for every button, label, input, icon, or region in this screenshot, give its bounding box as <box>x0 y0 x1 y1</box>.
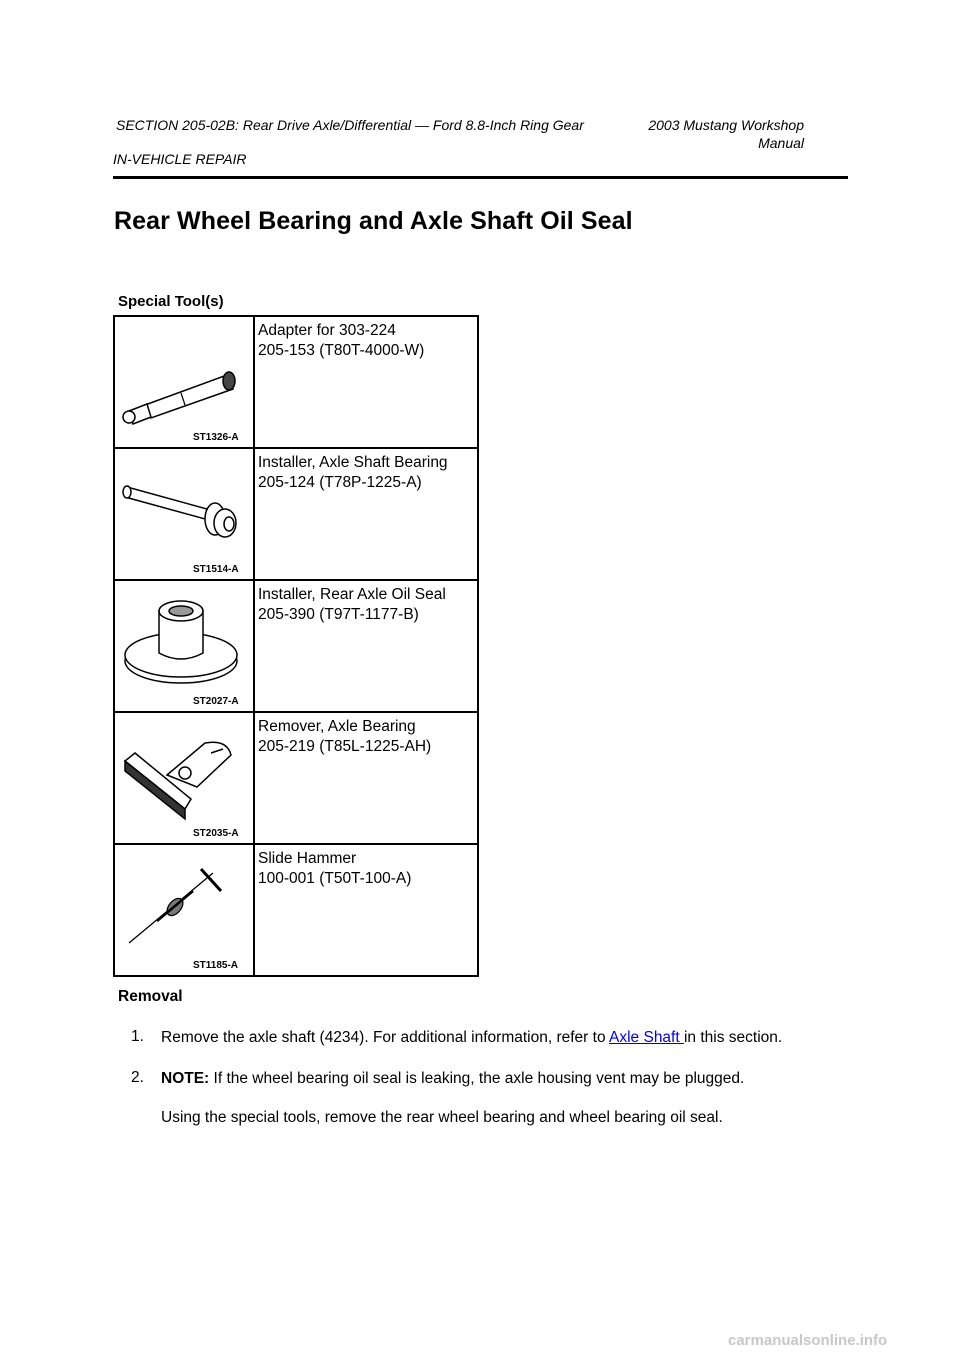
tool-row <box>114 712 478 844</box>
tool-row <box>114 580 478 712</box>
tool-name: Remover, Axle Bearing <box>258 718 416 735</box>
tool-number: 205-219 (T85L-1225-AH) <box>258 738 432 755</box>
step-1-before: Remove the axle shaft (4234). For additional information, refer to <box>161 1029 610 1046</box>
seal-installer-icon <box>115 581 253 707</box>
special-tools-table <box>113 315 479 977</box>
removal-heading: Removal <box>118 988 183 1005</box>
bearing-installer-icon <box>115 449 253 575</box>
tool-image-cell <box>114 448 254 580</box>
step-2-text: Using the special tools, remove the rear wheel bearing and wheel bearing oil seal. <box>161 1109 723 1126</box>
page-title: Rear Wheel Bearing and Axle Shaft Oil Seal <box>114 207 633 235</box>
tool-row <box>114 448 478 580</box>
tool-text-cell <box>254 316 478 448</box>
tool-code: ST2035-A <box>193 828 239 839</box>
tool-name: Slide Hammer <box>258 850 357 867</box>
slide-hammer-icon <box>115 845 253 971</box>
tool-image-cell <box>114 316 254 448</box>
tool-text-cell <box>254 712 478 844</box>
axle-shaft-link[interactable]: Axle Shaft <box>609 1029 684 1046</box>
tool-name: Installer, Axle Shaft Bearing <box>258 454 448 471</box>
step-number: 2. <box>131 1069 144 1086</box>
step-1-after: in this section. <box>683 1029 783 1046</box>
tool-image-cell <box>114 580 254 712</box>
tool-row <box>114 844 478 976</box>
note-label: NOTE: <box>161 1070 210 1087</box>
tool-code: ST1185-A <box>193 960 239 971</box>
tool-number: 205-390 (T97T-1177-B) <box>258 606 419 623</box>
watermark: carmanualsonline.info <box>728 1332 888 1349</box>
step-2-note <box>161 1069 744 1089</box>
tool-number: 205-124 (T78P-1225-A) <box>258 474 422 491</box>
note-text: If the wheel bearing oil seal is leaking, the axle housing vent may be plugged. <box>209 1070 745 1087</box>
header-subsection: IN-VEHICLE REPAIR <box>113 151 247 167</box>
tool-code: ST2027-A <box>193 696 239 707</box>
tool-row <box>114 316 478 448</box>
tool-image-cell <box>114 712 254 844</box>
header-divider <box>113 176 848 179</box>
tool-number: 100-001 (T50T-100-A) <box>258 870 412 887</box>
tool-text-cell <box>254 844 478 976</box>
step-number: 1. <box>131 1028 144 1045</box>
bearing-remover-icon <box>115 713 253 839</box>
tool-name: Adapter for 303-224 <box>258 322 396 339</box>
tool-name: Installer, Rear Axle Oil Seal <box>258 586 446 603</box>
tool-image-cell <box>114 844 254 976</box>
tool-text-cell <box>254 448 478 580</box>
tool-code: ST1326-A <box>193 432 239 443</box>
tool-number: 205-153 (T80T-4000-W) <box>258 342 425 359</box>
special-tools-caption: Special Tool(s) <box>118 293 224 310</box>
tool-text-cell <box>254 580 478 712</box>
header-manual: 2003 Mustang Workshop Manual <box>648 117 804 151</box>
adapter-tool-icon <box>115 317 253 443</box>
step-1-text <box>161 1028 782 1048</box>
tool-code: ST1514-A <box>193 564 239 575</box>
header-section: SECTION 205-02B: Rear Drive Axle/Differential — Ford 8.8-Inch Ring Gear <box>116 117 584 133</box>
